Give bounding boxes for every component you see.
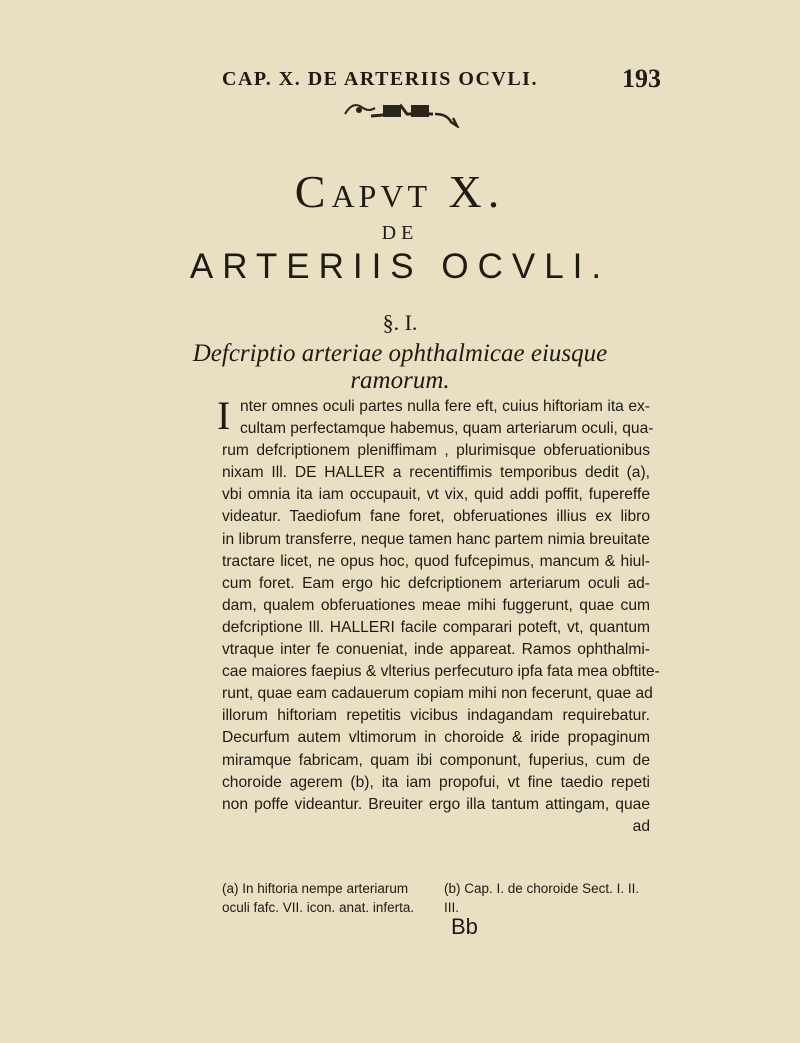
body-line: cultam perfectamque habemus, quam arteriarum oculi, qua-	[240, 420, 654, 438]
chapter-title	[0, 165, 800, 218]
body-line: tractare licet, ne opus hoc, quod fufcepimus, mancum & hiul-	[222, 552, 650, 570]
footnote-a-line-2: oculi fafc. VII. icon. anat. inferta.	[222, 900, 415, 915]
body-line: in librum transferre, neque tamen hanc partem nimia breuitate	[222, 530, 650, 548]
body-line: defcriptione Ill. HALLERI facile comparari poteft, vt, quantum	[222, 618, 650, 636]
chapter-subject: ARTERIIS OCVLI.	[189, 247, 611, 286]
description-line-2: ramorum.	[350, 367, 450, 394]
signature-mark: Bb	[451, 914, 478, 939]
footnote-row-2	[222, 898, 662, 917]
chapter-number: X.	[431, 166, 506, 217]
body-line: vbi omnia ita iam occupauit, vt vix, quid addi poffit, fupereffe	[222, 486, 650, 504]
body-line: nter omnes oculi partes nulla fere eft, cuius hiftoriam ita ex-	[240, 398, 650, 415]
drop-cap: I	[217, 393, 231, 438]
footnote-b-line-2: III.	[444, 900, 460, 915]
body-line: nixam Ill. DE HALLER a recentiffimis temporibus dedit (a),	[222, 464, 650, 482]
footnote-a-line-1: (a) In hiftoria nempe arteriarum	[222, 881, 409, 896]
body-line: rum defcriptionem pleniffimam , plurimisque obferuationibus	[222, 442, 650, 460]
body-line: vtraque inter fe conueniat, inde appareat. Ramos ophthalmi-	[222, 641, 650, 659]
catchword: ad	[632, 817, 650, 835]
footnotes	[222, 879, 662, 917]
body-line: runt, quae eam cadauerum copiam mihi non fecerunt, quae ad	[222, 685, 653, 703]
footnote-row-1	[222, 879, 662, 898]
running-head	[0, 64, 800, 94]
section-mark: §. I.	[382, 310, 418, 335]
body-line: Decurfum autem vltimorum in choroide & iride propaginum	[222, 729, 650, 747]
chapter-preposition: DE	[381, 222, 419, 244]
chapter-title-rest: APVT	[331, 178, 431, 214]
body-line: videatur. Taediofum fane foret, obferuationes illius ex libro	[222, 508, 650, 526]
chapter-title-initial: C	[294, 166, 332, 217]
page-number: 193	[622, 64, 661, 93]
body-line: choroide agerem (b), ita iam propofui, vt fine taedio repeti	[222, 773, 650, 791]
printers-ornament-icon	[343, 96, 461, 128]
description-line-1: Defcriptio arteriae ophthalmicae eiusque	[192, 340, 608, 367]
section-description	[0, 340, 800, 394]
body-line: cum foret. Eam ergo hic defcriptionem arteriarum oculi ad-	[222, 574, 650, 592]
footnote-b-line-1: (b) Cap. I. de choroide Sect. I. II.	[444, 881, 640, 896]
running-head-title: CAP. X. DE ARTERIIS OCVLI.	[222, 68, 538, 90]
body-line: miramque fabricam, quam ibi componunt, fuperius, cum de	[222, 751, 650, 769]
body-line: illorum hiftoriam repetitis vicibus indagandam requirebatur.	[222, 707, 650, 725]
body-line: dam, qualem obferuationes meae mihi fuggerunt, quae cum	[222, 596, 650, 614]
body-text	[222, 396, 660, 838]
body-line: non poffe videantur. Breuiter ergo illa tantum attingam, quae	[222, 795, 650, 813]
body-line: cae maiores faepius & vlterius perfecuturo ipfa fata mea obftite-	[222, 663, 660, 681]
